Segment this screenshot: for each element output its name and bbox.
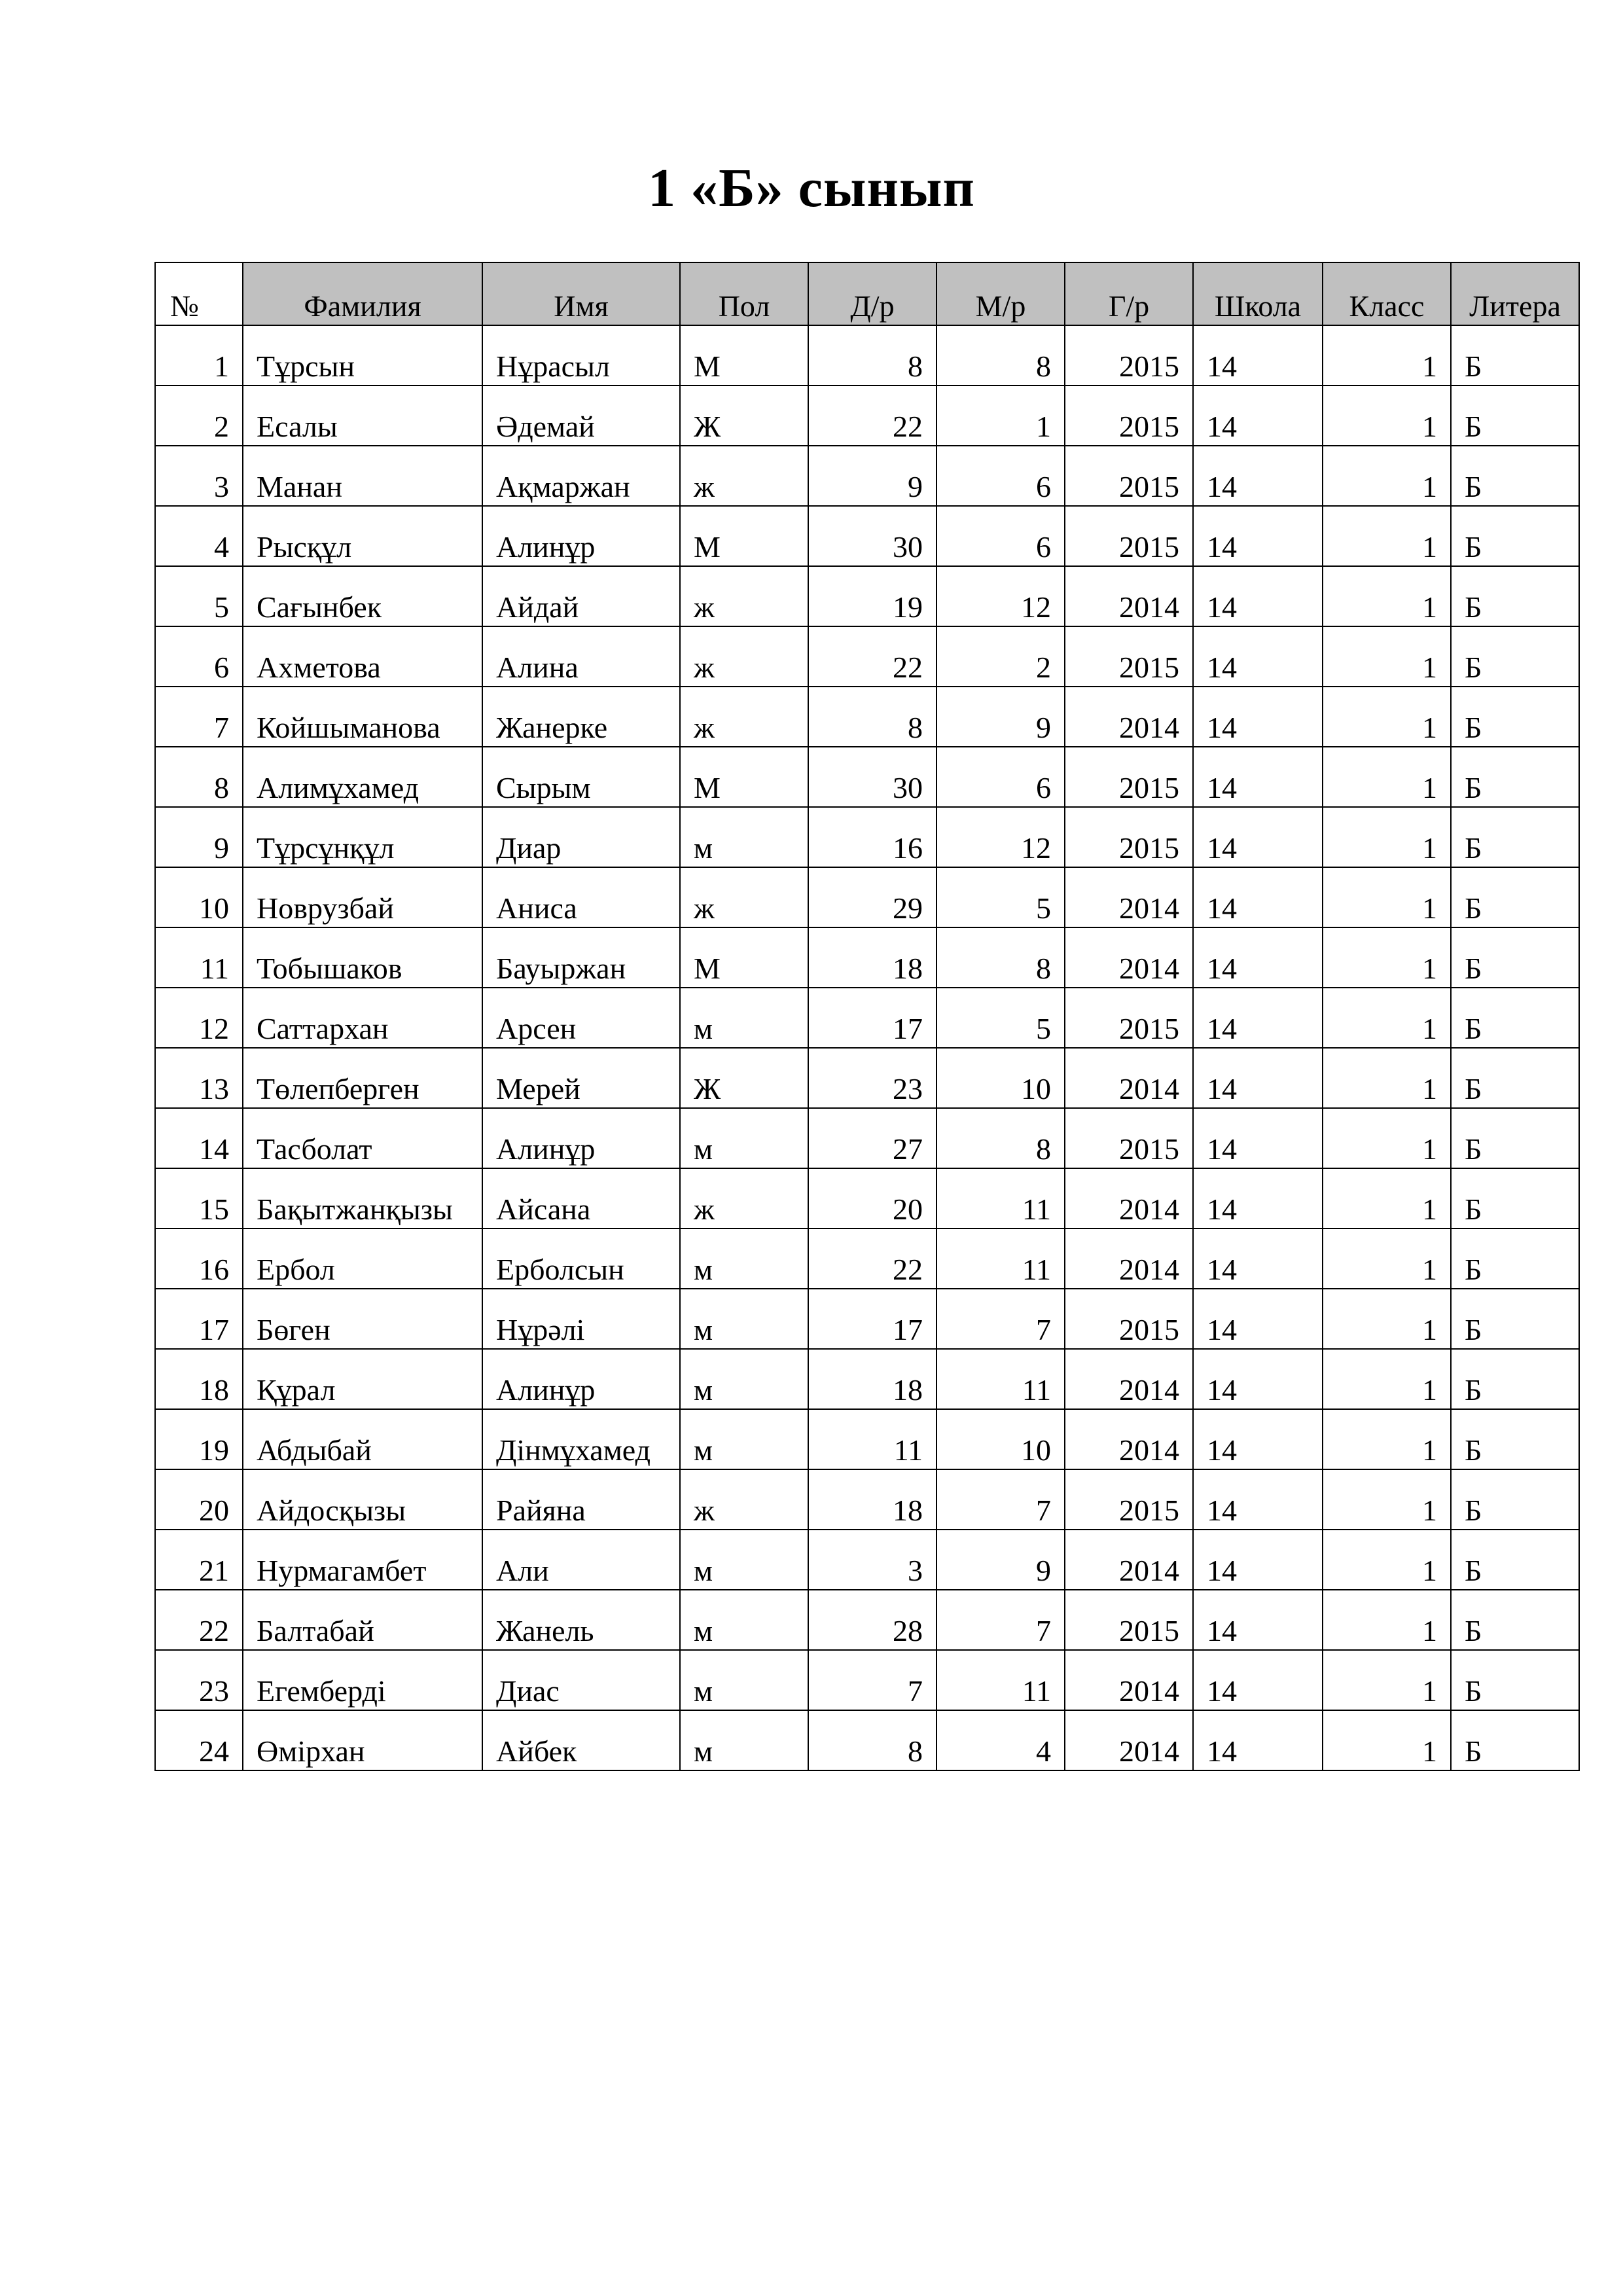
header-school: Школа (1193, 262, 1323, 325)
header-surname: Фамилия (243, 262, 482, 325)
cell-birth-month: 8 (936, 1108, 1065, 1168)
table-row (155, 446, 1579, 506)
cell-letter: Б (1451, 988, 1579, 1048)
cell-name: Мерей (482, 1048, 680, 1108)
cell-birth-month: 11 (936, 1349, 1065, 1409)
cell-birth-day: 30 (808, 506, 936, 566)
cell-number: 10 (155, 867, 243, 927)
table-row (155, 1469, 1579, 1530)
cell-birth-year: 2014 (1065, 687, 1193, 747)
table-row (155, 687, 1579, 747)
cell-school: 14 (1193, 807, 1323, 867)
cell-birth-year: 2014 (1065, 867, 1193, 927)
cell-school: 14 (1193, 988, 1323, 1048)
cell-number: 14 (155, 1108, 243, 1168)
cell-surname: Балтабай (243, 1590, 482, 1650)
cell-birth-month: 4 (936, 1710, 1065, 1770)
cell-school: 14 (1193, 687, 1323, 747)
cell-birth-day: 8 (808, 325, 936, 386)
cell-birth-year: 2015 (1065, 747, 1193, 807)
header-birth-year: Г/р (1065, 262, 1193, 325)
cell-class: 1 (1323, 687, 1451, 747)
cell-birth-month: 1 (936, 386, 1065, 446)
cell-birth-day: 11 (808, 1409, 936, 1469)
cell-surname: Абдыбай (243, 1409, 482, 1469)
cell-birth-day: 7 (808, 1650, 936, 1710)
cell-school: 14 (1193, 1168, 1323, 1229)
cell-surname: Тұрсұнқұл (243, 807, 482, 867)
cell-birth-day: 3 (808, 1530, 936, 1590)
cell-class: 1 (1323, 747, 1451, 807)
cell-birth-day: 18 (808, 927, 936, 988)
cell-letter: Б (1451, 927, 1579, 988)
cell-number: 12 (155, 988, 243, 1048)
cell-letter: Б (1451, 325, 1579, 386)
cell-birth-year: 2014 (1065, 1530, 1193, 1590)
cell-sex: м (680, 1590, 808, 1650)
cell-birth-year: 2015 (1065, 386, 1193, 446)
cell-surname: Өмірхан (243, 1710, 482, 1770)
cell-sex: Ж (680, 1048, 808, 1108)
cell-birth-year: 2015 (1065, 506, 1193, 566)
cell-school: 14 (1193, 1229, 1323, 1289)
cell-sex: м (680, 807, 808, 867)
cell-name: Сырым (482, 747, 680, 807)
cell-school: 14 (1193, 927, 1323, 988)
cell-birth-day: 17 (808, 988, 936, 1048)
cell-number: 19 (155, 1409, 243, 1469)
cell-name: Диас (482, 1650, 680, 1710)
cell-surname: Бақытжанқызы (243, 1168, 482, 1229)
cell-surname: Алимұхамед (243, 747, 482, 807)
cell-birth-month: 11 (936, 1168, 1065, 1229)
cell-birth-month: 6 (936, 446, 1065, 506)
cell-birth-year: 2015 (1065, 446, 1193, 506)
cell-school: 14 (1193, 566, 1323, 626)
cell-class: 1 (1323, 1710, 1451, 1770)
header-sex: Пол (680, 262, 808, 325)
cell-letter: Б (1451, 1349, 1579, 1409)
cell-name: Әдемай (482, 386, 680, 446)
cell-class: 1 (1323, 1108, 1451, 1168)
cell-sex: м (680, 1108, 808, 1168)
cell-letter: Б (1451, 626, 1579, 687)
cell-number: 13 (155, 1048, 243, 1108)
cell-number: 1 (155, 325, 243, 386)
cell-number: 15 (155, 1168, 243, 1229)
cell-birth-year: 2015 (1065, 807, 1193, 867)
cell-birth-month: 9 (936, 687, 1065, 747)
cell-birth-day: 18 (808, 1469, 936, 1530)
cell-birth-day: 9 (808, 446, 936, 506)
cell-school: 14 (1193, 1530, 1323, 1590)
cell-letter: Б (1451, 1168, 1579, 1229)
cell-name: Нұрасыл (482, 325, 680, 386)
cell-birth-day: 22 (808, 1229, 936, 1289)
cell-surname: Новрузбай (243, 867, 482, 927)
cell-name: Дінмұхамед (482, 1409, 680, 1469)
cell-birth-year: 2014 (1065, 1048, 1193, 1108)
cell-sex: м (680, 1229, 808, 1289)
header-letter: Литера (1451, 262, 1579, 325)
cell-name: Аниса (482, 867, 680, 927)
cell-name: Жанель (482, 1590, 680, 1650)
table-row (155, 1650, 1579, 1710)
cell-number: 7 (155, 687, 243, 747)
cell-school: 14 (1193, 867, 1323, 927)
header-number: № (155, 262, 243, 325)
cell-birth-month: 12 (936, 807, 1065, 867)
header-birth-month: М/р (936, 262, 1065, 325)
cell-number: 9 (155, 807, 243, 867)
cell-name: Али (482, 1530, 680, 1590)
header-name: Имя (482, 262, 680, 325)
cell-surname: Ахметова (243, 626, 482, 687)
cell-school: 14 (1193, 1409, 1323, 1469)
cell-surname: Құрал (243, 1349, 482, 1409)
cell-number: 6 (155, 626, 243, 687)
cell-name: Арсен (482, 988, 680, 1048)
cell-letter: Б (1451, 446, 1579, 506)
cell-name: Айсана (482, 1168, 680, 1229)
cell-school: 14 (1193, 386, 1323, 446)
cell-birth-month: 8 (936, 927, 1065, 988)
table-header-row (155, 262, 1579, 325)
cell-letter: Б (1451, 1409, 1579, 1469)
cell-birth-month: 8 (936, 325, 1065, 386)
cell-class: 1 (1323, 566, 1451, 626)
cell-school: 14 (1193, 1590, 1323, 1650)
class-roster-table (154, 262, 1580, 1771)
cell-surname: Егемберді (243, 1650, 482, 1710)
cell-sex: м (680, 1710, 808, 1770)
cell-class: 1 (1323, 807, 1451, 867)
cell-class: 1 (1323, 1048, 1451, 1108)
table-row (155, 1409, 1579, 1469)
table-row (155, 325, 1579, 386)
cell-birth-day: 19 (808, 566, 936, 626)
cell-school: 14 (1193, 506, 1323, 566)
cell-name: Райяна (482, 1469, 680, 1530)
cell-letter: Б (1451, 1229, 1579, 1289)
cell-letter: Б (1451, 867, 1579, 927)
cell-surname: Айдосқызы (243, 1469, 482, 1530)
cell-number: 11 (155, 927, 243, 988)
cell-birth-day: 22 (808, 386, 936, 446)
cell-class: 1 (1323, 1530, 1451, 1590)
cell-birth-month: 5 (936, 988, 1065, 1048)
table-row (155, 747, 1579, 807)
cell-class: 1 (1323, 386, 1451, 446)
cell-letter: Б (1451, 386, 1579, 446)
table-row (155, 626, 1579, 687)
cell-school: 14 (1193, 325, 1323, 386)
cell-class: 1 (1323, 1289, 1451, 1349)
cell-birth-month: 9 (936, 1530, 1065, 1590)
cell-sex: ж (680, 626, 808, 687)
cell-letter: Б (1451, 566, 1579, 626)
cell-birth-day: 22 (808, 626, 936, 687)
cell-name: Нұрәлі (482, 1289, 680, 1349)
cell-birth-month: 2 (936, 626, 1065, 687)
cell-school: 14 (1193, 1349, 1323, 1409)
cell-number: 21 (155, 1530, 243, 1590)
table-row (155, 1108, 1579, 1168)
cell-name: Алинұр (482, 1108, 680, 1168)
cell-birth-day: 8 (808, 1710, 936, 1770)
cell-sex: м (680, 1409, 808, 1469)
cell-sex: ж (680, 446, 808, 506)
cell-letter: Б (1451, 1289, 1579, 1349)
cell-surname: Саттархан (243, 988, 482, 1048)
cell-surname: Нурмагамбет (243, 1530, 482, 1590)
cell-letter: Б (1451, 1650, 1579, 1710)
cell-sex: М (680, 747, 808, 807)
table-row (155, 1168, 1579, 1229)
cell-class: 1 (1323, 446, 1451, 506)
page-title: 1 «Б» сынып (648, 158, 975, 219)
cell-number: 24 (155, 1710, 243, 1770)
cell-class: 1 (1323, 1229, 1451, 1289)
cell-surname: Тобышаков (243, 927, 482, 988)
cell-school: 14 (1193, 1289, 1323, 1349)
cell-birth-year: 2015 (1065, 1108, 1193, 1168)
cell-birth-year: 2014 (1065, 1168, 1193, 1229)
table-row (155, 506, 1579, 566)
cell-name: Ерболсын (482, 1229, 680, 1289)
cell-class: 1 (1323, 867, 1451, 927)
cell-birth-year: 2014 (1065, 1710, 1193, 1770)
cell-sex: Ж (680, 386, 808, 446)
table-row (155, 807, 1579, 867)
cell-birth-year: 2015 (1065, 1469, 1193, 1530)
table-row (155, 386, 1579, 446)
cell-number: 8 (155, 747, 243, 807)
cell-school: 14 (1193, 747, 1323, 807)
table-row (155, 927, 1579, 988)
cell-class: 1 (1323, 626, 1451, 687)
cell-name: Алинұр (482, 506, 680, 566)
cell-birth-day: 17 (808, 1289, 936, 1349)
cell-sex: ж (680, 1469, 808, 1530)
cell-class: 1 (1323, 1409, 1451, 1469)
cell-surname: Тасболат (243, 1108, 482, 1168)
table-row (155, 1530, 1579, 1590)
cell-birth-month: 7 (936, 1590, 1065, 1650)
cell-name: Жанерке (482, 687, 680, 747)
cell-birth-day: 30 (808, 747, 936, 807)
cell-birth-year: 2014 (1065, 1650, 1193, 1710)
cell-birth-month: 7 (936, 1289, 1065, 1349)
cell-birth-year: 2015 (1065, 626, 1193, 687)
cell-class: 1 (1323, 506, 1451, 566)
cell-birth-day: 18 (808, 1349, 936, 1409)
cell-sex: ж (680, 566, 808, 626)
cell-letter: Б (1451, 687, 1579, 747)
cell-class: 1 (1323, 927, 1451, 988)
cell-surname: Тұрсын (243, 325, 482, 386)
cell-surname: Койшыманова (243, 687, 482, 747)
cell-number: 4 (155, 506, 243, 566)
cell-number: 16 (155, 1229, 243, 1289)
table-row (155, 988, 1579, 1048)
cell-surname: Есалы (243, 386, 482, 446)
cell-school: 14 (1193, 1048, 1323, 1108)
cell-birth-day: 8 (808, 687, 936, 747)
cell-birth-month: 5 (936, 867, 1065, 927)
cell-letter: Б (1451, 1469, 1579, 1530)
table-row (155, 1349, 1579, 1409)
cell-birth-day: 23 (808, 1048, 936, 1108)
cell-surname: Рысқұл (243, 506, 482, 566)
cell-school: 14 (1193, 1108, 1323, 1168)
cell-surname: Бөген (243, 1289, 482, 1349)
cell-birth-year: 2014 (1065, 1229, 1193, 1289)
cell-sex: М (680, 325, 808, 386)
cell-birth-year: 2014 (1065, 566, 1193, 626)
cell-school: 14 (1193, 1469, 1323, 1530)
cell-sex: м (680, 988, 808, 1048)
cell-letter: Б (1451, 1530, 1579, 1590)
cell-letter: Б (1451, 1048, 1579, 1108)
cell-letter: Б (1451, 1710, 1579, 1770)
cell-birth-month: 7 (936, 1469, 1065, 1530)
cell-sex: ж (680, 867, 808, 927)
cell-sex: М (680, 927, 808, 988)
cell-birth-day: 28 (808, 1590, 936, 1650)
cell-birth-day: 16 (808, 807, 936, 867)
cell-birth-day: 29 (808, 867, 936, 927)
header-birth-day: Д/р (808, 262, 936, 325)
cell-class: 1 (1323, 325, 1451, 386)
table-row (155, 1590, 1579, 1650)
cell-name: Айбек (482, 1710, 680, 1770)
cell-class: 1 (1323, 1590, 1451, 1650)
cell-class: 1 (1323, 1650, 1451, 1710)
cell-birth-month: 6 (936, 506, 1065, 566)
cell-birth-day: 20 (808, 1168, 936, 1229)
table-row (155, 867, 1579, 927)
cell-name: Диар (482, 807, 680, 867)
cell-birth-year: 2014 (1065, 927, 1193, 988)
cell-birth-month: 6 (936, 747, 1065, 807)
cell-name: Айдай (482, 566, 680, 626)
table-row (155, 1289, 1579, 1349)
table-row (155, 1048, 1579, 1108)
cell-class: 1 (1323, 1469, 1451, 1530)
cell-surname: Төлепберген (243, 1048, 482, 1108)
cell-number: 22 (155, 1590, 243, 1650)
cell-name: Алинұр (482, 1349, 680, 1409)
cell-birth-year: 2015 (1065, 1590, 1193, 1650)
cell-number: 5 (155, 566, 243, 626)
cell-birth-month: 12 (936, 566, 1065, 626)
cell-birth-year: 2015 (1065, 1289, 1193, 1349)
cell-letter: Б (1451, 807, 1579, 867)
table-row (155, 1229, 1579, 1289)
cell-sex: м (680, 1530, 808, 1590)
header-class: Класс (1323, 262, 1451, 325)
cell-sex: м (680, 1349, 808, 1409)
cell-birth-month: 10 (936, 1409, 1065, 1469)
cell-birth-day: 27 (808, 1108, 936, 1168)
cell-birth-year: 2014 (1065, 1349, 1193, 1409)
cell-school: 14 (1193, 446, 1323, 506)
table-body (155, 325, 1579, 1770)
cell-number: 3 (155, 446, 243, 506)
cell-name: Ақмаржан (482, 446, 680, 506)
cell-sex: ж (680, 1168, 808, 1229)
cell-number: 2 (155, 386, 243, 446)
table-row (155, 566, 1579, 626)
cell-school: 14 (1193, 1710, 1323, 1770)
cell-sex: ж (680, 687, 808, 747)
cell-number: 18 (155, 1349, 243, 1409)
cell-birth-month: 11 (936, 1229, 1065, 1289)
cell-birth-year: 2015 (1065, 325, 1193, 386)
cell-birth-year: 2014 (1065, 1409, 1193, 1469)
cell-number: 23 (155, 1650, 243, 1710)
cell-letter: Б (1451, 1108, 1579, 1168)
cell-sex: М (680, 506, 808, 566)
cell-school: 14 (1193, 1650, 1323, 1710)
cell-surname: Ербол (243, 1229, 482, 1289)
cell-birth-year: 2015 (1065, 988, 1193, 1048)
cell-letter: Б (1451, 506, 1579, 566)
cell-class: 1 (1323, 1168, 1451, 1229)
cell-name: Алина (482, 626, 680, 687)
cell-sex: м (680, 1289, 808, 1349)
cell-surname: Манан (243, 446, 482, 506)
cell-number: 20 (155, 1469, 243, 1530)
cell-class: 1 (1323, 988, 1451, 1048)
cell-birth-month: 10 (936, 1048, 1065, 1108)
cell-school: 14 (1193, 626, 1323, 687)
cell-letter: Б (1451, 747, 1579, 807)
table-row (155, 1710, 1579, 1770)
cell-birth-month: 11 (936, 1650, 1065, 1710)
cell-class: 1 (1323, 1349, 1451, 1409)
cell-number: 17 (155, 1289, 243, 1349)
cell-surname: Сағынбек (243, 566, 482, 626)
cell-name: Бауыржан (482, 927, 680, 988)
cell-letter: Б (1451, 1590, 1579, 1650)
cell-sex: м (680, 1650, 808, 1710)
